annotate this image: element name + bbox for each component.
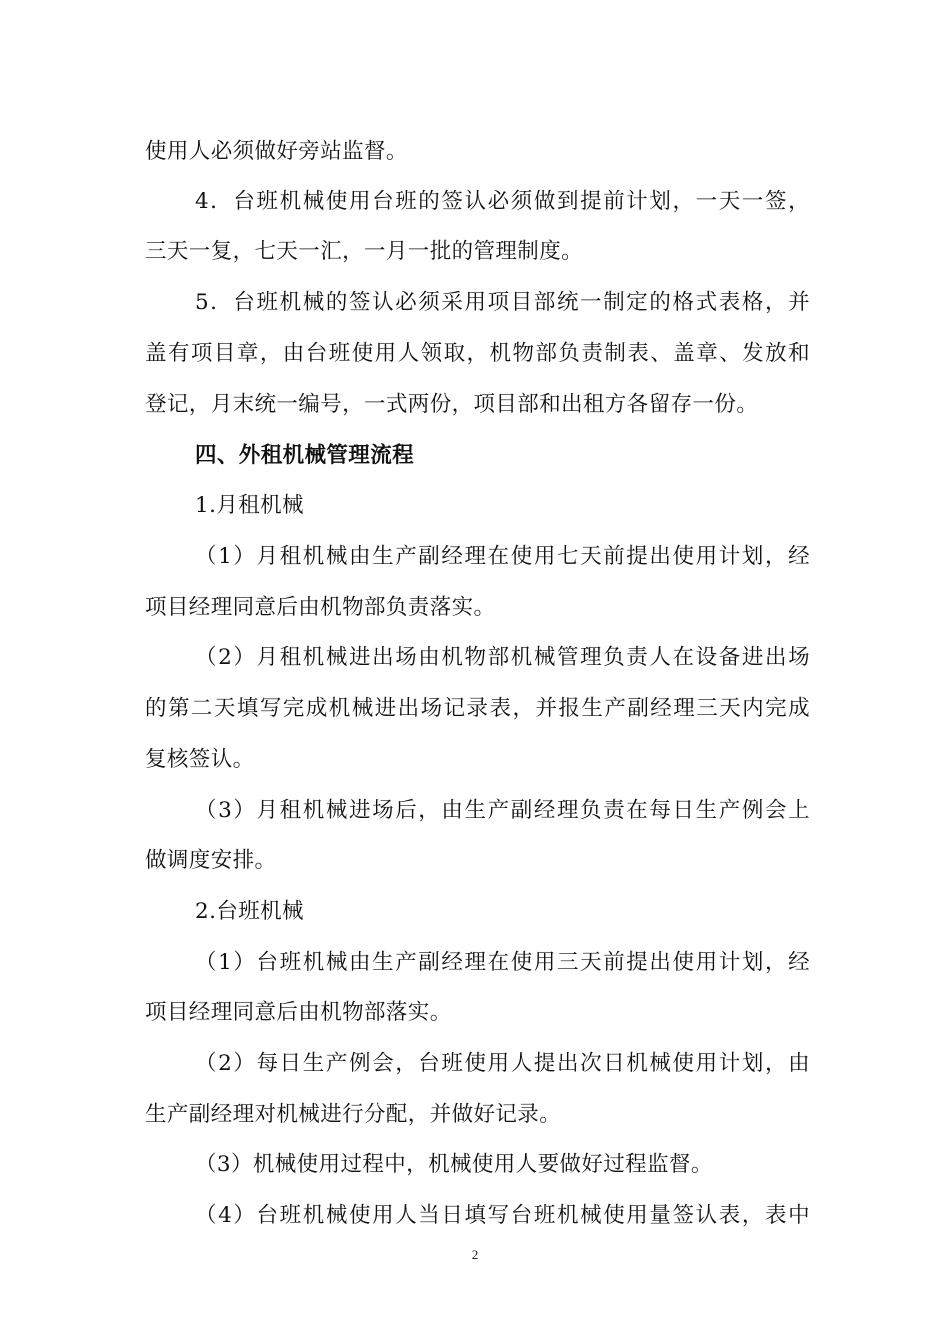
section-heading: 四、外租机械管理流程: [195, 443, 415, 468]
subsection-heading: 1.月租机械: [195, 493, 304, 518]
text-line: 4．台班机械使用台班的签认必须做到提前计划，一天一签，: [195, 189, 810, 214]
text-line: 使用人必须做好旁站监督。: [145, 139, 408, 164]
text-line: 三天一复，七天一汇，一月一批的管理制度。: [145, 239, 584, 264]
text-line: 5．台班机械的签认必须采用项目部统一制定的格式表格，并: [195, 290, 810, 315]
text-line: 项目经理同意后由机物部落实。: [145, 1000, 452, 1025]
text-line: 盖有项目章，由台班使用人领取，机物部负责制表、盖章、发放和: [145, 341, 810, 366]
text-line: 登记，月末统一编号，一式两份，项目部和出租方各留存一份。: [145, 392, 759, 417]
text-line: 的第二天填写完成机械进出场记录表，并报生产副经理三天内完成: [145, 696, 810, 721]
text-line: （1）台班机械由生产副经理在使用三天前提出使用计划，经: [195, 950, 810, 975]
text-line: 项目经理同意后由机物部负责落实。: [145, 595, 496, 620]
text-line: 做调度安排。: [145, 848, 277, 873]
text-line: （3）机械使用过程中，机械使用人要做好过程监督。: [195, 1152, 713, 1177]
text-line: （1）月租机械由生产副经理在使用七天前提出使用计划，经: [195, 544, 810, 569]
text-line: （2）月租机械进出场由机物部机械管理负责人在设备进出场: [195, 645, 810, 670]
text-line: （4）台班机械使用人当日填写台班机械使用量签认表，表中: [195, 1203, 810, 1228]
text-line: （2）每日生产例会，台班使用人提出次日机械使用计划，由: [195, 1051, 810, 1076]
text-line: 复核签认。: [145, 747, 255, 772]
subsection-heading: 2.台班机械: [195, 899, 304, 924]
text-line: （3）月租机械进场后，由生产副经理负责在每日生产例会上: [195, 798, 810, 823]
page-number: 2: [471, 1247, 479, 1262]
text-line: 生产副经理对机械进行分配，并做好记录。: [145, 1102, 562, 1127]
